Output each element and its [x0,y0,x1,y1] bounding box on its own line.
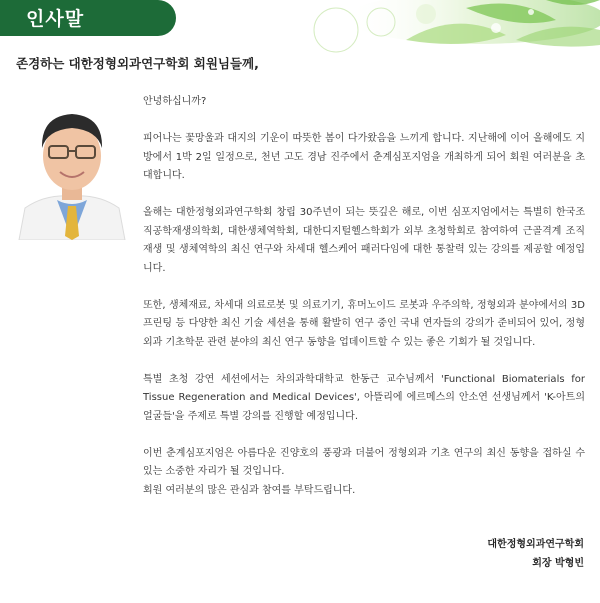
greeting-paragraph: 특별 초청 강연 세션에서는 차의과학대학교 한동근 교수님께서 'Functional Biomaterials for Tissue Regeneration and Medical Devices', 아뜰리에 에르메스의 안소연 선생님께서 'K-아트의 얼굴들'을 주제로 특별 강의를 진행할 예정입니다. [143,373,585,422]
signature-block [487,536,584,573]
signature-organization: 대한정형외과연구학회 [487,539,584,550]
signature-author: 회장 박형빈 [532,557,584,569]
greeting-body [143,93,585,500]
salutation: 존경하는 대한정형외과연구학회 회원님들께, [16,56,259,71]
greeting-paragraph: 또한, 생체재료, 차세대 의료로봇 및 의료기기, 휴머노이드 로봇과 우주의학, 정형외과 분야에서의 3D 프린팅 등 다양한 최신 기술 세션을 통해 활발히 연구 중인 국내 연자들의 강의가 준비되어 있어, 정형외과 기초학문 관련 분야의 최신 연구 동향을 업데이트할 수 있는 좋은 기회가 될 것입니다. [143,299,585,348]
greeting-paragraph: 안녕하십니까? [143,96,207,107]
page-title: 인사말 [26,8,85,30]
leaf-decoration [176,0,600,60]
title-tab [0,0,176,36]
greeting-paragraph: 올해는 대한정형외과연구학회 창립 30주년이 되는 뜻깊은 해로, 이번 심포지엄에서는 특별히 한국조직공학재생의학회, 대한생체역학회, 대한디지털헬스학회가 외부 초청학회로 참여하여 근골격계 조직재생 및 생체역학의 최신 연구와 차세대 헬스케어 패러다임에 대한 통찰력 있는 강의를 제공할 예정입니다. [143,207,585,274]
page-header [0,0,600,40]
greeting-paragraph: 피어나는 꽃망울과 대지의 기운이 따뜻한 봄이 다가왔음을 느끼게 합니다. 지난해에 이어 올해에도 지방에서 1박 2일 일정으로, 천년 고도 경남 진주에서 춘계심포지엄을 개최하게 되어 회원 여러분을 초대합니다. [143,133,585,181]
greeting-paragraph: 이번 춘계심포지엄은 아름다운 진양호의 풍광과 더불어 정형외과 기초 연구의 최신 동향을 접하실 수 있는 소중한 자리가 될 것입니다. [143,447,585,477]
greeting-paragraph: 회원 여러분의 많은 관심과 참여를 부탁드립니다. [143,484,356,496]
president-portrait [15,96,129,240]
